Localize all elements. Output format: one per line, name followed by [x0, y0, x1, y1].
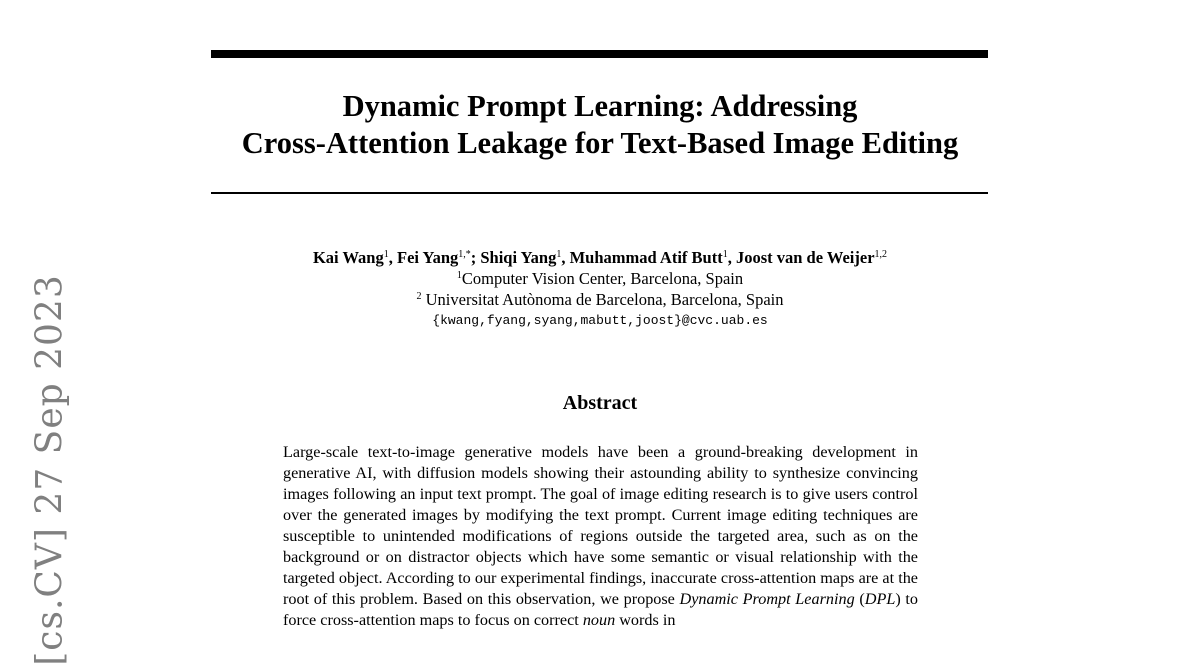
affiliation-text: Universitat Autònoma de Barcelona, Barcelona, Spain [421, 290, 784, 309]
author-affiliation-mark: 1,* [458, 249, 471, 260]
author-separator: , [388, 248, 397, 267]
author-block [150, 247, 1050, 331]
abstract-emphasis: DPL [864, 590, 896, 608]
abstract-emphasis: Dynamic Prompt Learning [679, 590, 855, 608]
author-name: Kai Wang [312, 248, 384, 267]
author-name: Muhammad Atif Butt [569, 248, 723, 267]
author-affiliation-mark: 1 [722, 249, 728, 260]
affiliation-mark: 1 [456, 270, 462, 281]
title-rule [211, 192, 988, 194]
affiliation-text: Computer Vision Center, Barcelona, Spain [461, 269, 744, 288]
abstract-heading: Abstract [562, 392, 638, 414]
author-separator: , [561, 248, 570, 267]
abstract-body [283, 442, 918, 631]
affiliation-1 [150, 268, 1050, 289]
author-affiliation-mark: 1,2 [874, 249, 888, 260]
author-name: Shiqi Yang [480, 248, 557, 267]
author-name: Joost van de Weijer [735, 248, 875, 267]
author-affiliation-mark: 1 [556, 249, 562, 260]
author-separator: , [727, 248, 736, 267]
abstract-emphasis: noun [582, 611, 616, 629]
abstract-text: ) to force cross-attention maps to focus on correct [283, 590, 919, 629]
title-line-1: Dynamic Prompt Learning: Addressing [342, 89, 858, 123]
author-affiliation-mark: 1 [383, 249, 389, 260]
top-rule [211, 50, 988, 58]
author-name: Fei Yang [396, 248, 459, 267]
author-separator: ; [470, 248, 481, 267]
abstract-text: Large-scale text-to-image generative models have been a ground-breaking development in generative AI, with diffusion models showing their astounding ability to synthesize convincing images following an input text prompt. The goal of image editing research is to give users control over the generated images by modifying the text prompt. Current image editing techniques are susceptible to unintended modifications of regions outside the targeted area, such as on the background or on distractor objects which have some semantic or visual relationship with the targeted object. According to our experimental findings, inaccurate cross-attention maps are at the root of this problem. Based on this observation, we propose [283, 443, 918, 608]
paper-title [150, 88, 1050, 162]
author-list [150, 247, 1050, 268]
arxiv-stamp: [cs.CV] 27 Sep 2023 [29, 274, 71, 666]
title-line-2: Cross-Attention Leakage for Text-Based Image Editing [241, 126, 959, 160]
author-email: {kwang,fyang,syang,mabutt,joost}@cvc.uab.es [432, 313, 768, 328]
abstract-text: words in [615, 611, 676, 629]
affiliation-2 [150, 289, 1050, 310]
affiliation-mark: 2 [416, 291, 422, 302]
abstract-text: ( [854, 590, 865, 608]
